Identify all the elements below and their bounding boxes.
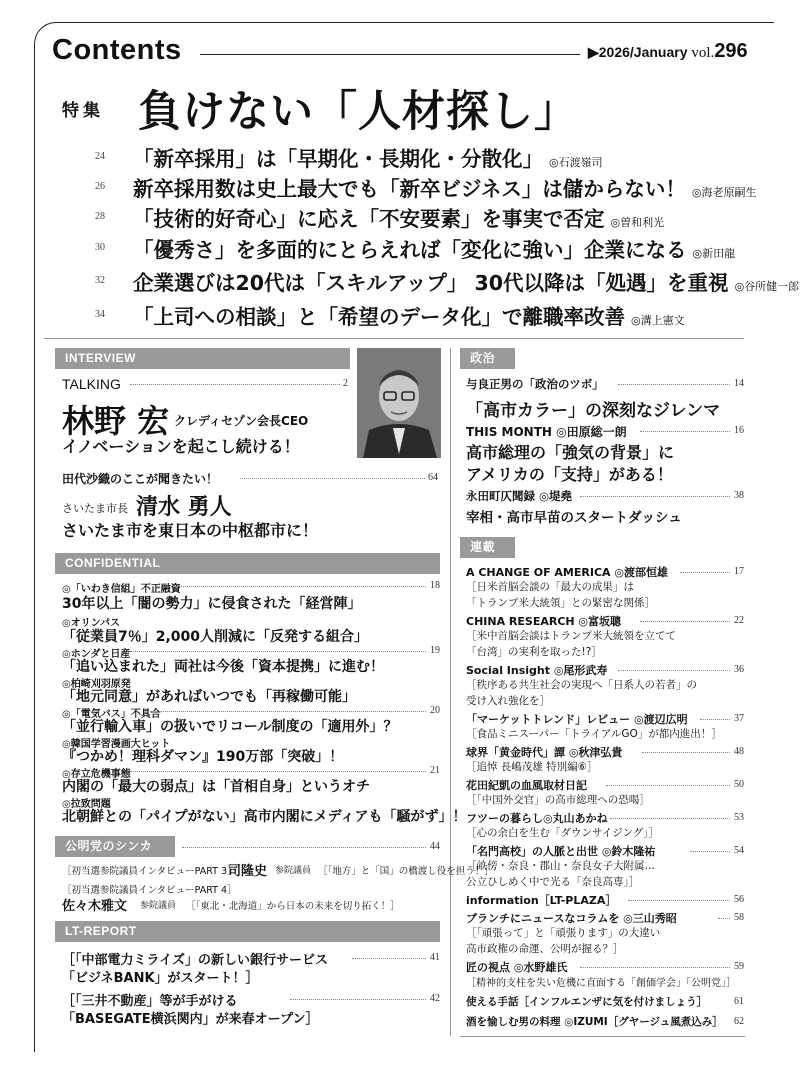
- tashiro-page: 64: [428, 472, 438, 483]
- interviewee-role: クレディセゾン会長CEO: [174, 414, 309, 428]
- komei-desc: ［「東北・北海道」から日本の未来を切り拓く！］: [186, 901, 400, 912]
- feature-item-author: ◎新田龍: [692, 247, 736, 260]
- serial-page: 36: [734, 664, 744, 675]
- issue-info: [588, 40, 748, 63]
- serial-title[interactable]: 「名門高校」の人脈と出世 ◎鈴木隆祐: [466, 845, 656, 858]
- serial-desc: ［「中国外交官」の高市総理への恐喝］: [466, 794, 650, 806]
- feature-item-title: 「優秀さ」を多面的にとらえれば「変化に強い」企業になる: [133, 238, 687, 262]
- ltreport-band: LT-REPORT: [55, 921, 440, 942]
- leader-dots: [618, 670, 730, 671]
- serial-page: 62: [734, 1016, 744, 1027]
- month-line2[interactable]: アメリカの「支持」がある！: [466, 465, 673, 484]
- leader-dots: [718, 918, 730, 919]
- komei-label: ［初当選参院議員インタビューPART 3］: [62, 866, 237, 877]
- confidential-band: CONFIDENTIAL: [55, 553, 440, 574]
- leader-dots: [700, 719, 730, 720]
- vol-label: vol.: [691, 45, 715, 61]
- leader-dots: [640, 431, 730, 432]
- leader-dots: [182, 847, 426, 848]
- serial-title[interactable]: CHINA RESEARCH ◎富坂聰: [466, 615, 622, 628]
- yora-label: 与良正男の「政治のツボ」: [466, 377, 604, 391]
- serial-page: 54: [734, 845, 744, 856]
- feature-item-page: 28: [95, 211, 105, 222]
- serial-title[interactable]: 使える手話［インフルエンザに気を付けましょう］: [466, 996, 708, 1008]
- tashiro-label[interactable]: 田代沙織のここが聞きたい！: [62, 472, 219, 486]
- conf-label: ◎拉致問題: [62, 799, 111, 810]
- feature-item-title: 「新卒採用」は「早期化・長期化・分散化」: [133, 147, 543, 171]
- serial-desc: ［畝傍・奈良・郡山・奈良女子大附属…: [466, 860, 655, 872]
- lt-line2[interactable]: 「BASEGATE横浜関内」が来春オープン］: [62, 1012, 319, 1027]
- komei-desc: ［「地方」と「国」の橋渡し役を担う！］: [318, 866, 494, 877]
- leader-dots: [352, 958, 426, 959]
- serial-title[interactable]: A CHANGE OF AMERICA ◎渡部恒雄: [466, 566, 668, 579]
- conf-page: 21: [430, 765, 440, 776]
- mayor-prefix: さいたま市長: [62, 502, 128, 515]
- komei-name[interactable]: 佐々木雅文: [62, 899, 128, 914]
- nagata-title[interactable]: 宰相・高市早苗のスタートダッシュ: [466, 510, 682, 526]
- leader-dots: [640, 621, 730, 622]
- serial-title[interactable]: Social Insight ◎尾形武寿: [466, 664, 608, 677]
- lt-line1[interactable]: ［「三井不動産」等が手がける: [62, 994, 238, 1009]
- feature-item-author: ◎海老原嗣生: [691, 186, 757, 199]
- feature-item-author: ◎曽和利光: [610, 216, 665, 229]
- komei-page: 44: [430, 841, 440, 852]
- feature-item-title: 企業選びは20代は「スキルアップ」 30代以降は「処遇」を重視: [133, 271, 729, 295]
- feature-item-author: ◎石渡嶺司: [549, 156, 603, 169]
- komei-suffix: 参院議員: [140, 901, 177, 911]
- feature-item-page: 26: [95, 181, 105, 192]
- serial-desc: ［米中首脳会談はトランプ米大統領を立てて: [466, 630, 676, 642]
- section-divider: [44, 338, 744, 339]
- serial-desc: 高市政権の命運、公明が握る？］: [466, 943, 624, 955]
- conf-label: ◎オリンパス: [62, 618, 121, 629]
- leader-dots: [618, 384, 730, 385]
- serial-band: 連載: [460, 537, 515, 558]
- nagata-label: 永田町仄聞録 ◎堤堯: [466, 489, 573, 503]
- month-page: 16: [734, 425, 744, 436]
- serial-title[interactable]: 球界「黄金時代」譚 ◎秋津弘貴: [466, 746, 623, 759]
- lt-line2[interactable]: 「ビジネBANK」がスタート！］: [62, 971, 259, 986]
- conf-page: 19: [430, 645, 440, 656]
- mayor-tagline: さいたま市を東日本の中枢都市に！: [62, 521, 319, 540]
- lt-page: 42: [430, 993, 440, 1004]
- leader-dots: [156, 586, 426, 587]
- serial-title[interactable]: 匠の視点 ◎水野雄氏: [466, 961, 568, 974]
- month-label: THIS MONTH ◎田原総一朗: [466, 425, 627, 439]
- conf-title[interactable]: 「従業員7％」2,000人削減に「反発する組合」: [62, 629, 369, 645]
- leader-dots: [130, 771, 426, 772]
- serial-desc: ［「頑張って」と「頑張ります」の大違い: [466, 927, 661, 939]
- feature-item-page: 24: [95, 151, 105, 162]
- komei-band: 公明党のシンカ: [55, 836, 175, 857]
- issue-date: ▶2026/January: [588, 44, 688, 60]
- feature-item-title: 新卒採用数は史上最大でも「新卒ビジネス」は儲からない！: [133, 177, 686, 201]
- conf-label: ◎柏崎刈羽原発: [62, 679, 131, 690]
- serial-page: 53: [734, 812, 744, 823]
- serial-desc: 受け入れ強化を］: [466, 695, 550, 707]
- conf-page: 18: [430, 580, 440, 591]
- serial-desc: ［精神的支柱を失い危機に直面する「創価学会」「公明党」］: [466, 978, 736, 989]
- contents-title: Contents: [52, 34, 182, 66]
- leader-dots: [680, 572, 730, 573]
- conf-title[interactable]: 北朝鮮との「パイプがない」高市内閣にメディアも「騒がず」！: [62, 809, 467, 825]
- feature-title: 負けない「人材探し」: [138, 87, 578, 137]
- serial-desc: ［食品ミニスーパー「トライアルGO」が都内進出！］: [466, 728, 722, 740]
- leader-dots: [580, 496, 730, 497]
- komei-label: ［初当選参院議員インタビューPART 4］: [62, 885, 237, 896]
- leader-dots: [290, 999, 426, 1000]
- lt-line1[interactable]: ［「中部電力ミライズ」の新しい銀行サービス: [62, 953, 328, 968]
- feature-item-title: 「上司への相談」と「希望のデータ化」で離職率改善: [133, 305, 625, 329]
- serial-page: 56: [734, 894, 744, 905]
- conf-title[interactable]: 30年以上「闇の勢力」に侵食された「経営陣」: [62, 596, 362, 612]
- serial-title[interactable]: 酒を愉しむ男の料理 ◎IZUMI［グヤージュ風煮込み］: [466, 1016, 723, 1028]
- leader-dots: [240, 478, 425, 479]
- serial-title[interactable]: フツーの暮らし◎丸山あかね: [466, 812, 608, 825]
- feature-label: 特集: [62, 101, 104, 121]
- conf-label: ◎ホンダと日産: [62, 649, 131, 660]
- conf-title[interactable]: 「並行輸入車」の扱いでリコール制度の「適用外」？: [62, 719, 398, 735]
- leader-dots: [628, 900, 730, 901]
- yora-title[interactable]: 「高市カラー」の深刻なジレンマ: [466, 401, 721, 421]
- serial-title[interactable]: information［LT-PLAZA］: [466, 894, 617, 907]
- column-divider: [450, 348, 451, 1036]
- komei-name[interactable]: 司隆史: [228, 864, 268, 879]
- feature-item-page: 32: [95, 275, 105, 286]
- title-rule: [200, 54, 580, 55]
- leader-dots: [642, 752, 730, 753]
- conf-label: ◎存立危機事態: [62, 769, 131, 780]
- leader-dots: [610, 818, 730, 819]
- leader-dots: [580, 967, 730, 968]
- serial-desc: 「トランプ米大統領」との緊密な関係］: [466, 597, 655, 609]
- month-line1[interactable]: 高市総理の「強気の背景」に: [466, 443, 675, 462]
- feature-item-author: ◎谷所健一郎: [734, 280, 800, 293]
- serial-page: 59: [734, 961, 744, 972]
- serial-page: 17: [734, 566, 744, 577]
- feature-item-page: 34: [95, 309, 105, 320]
- feature-item-page: 30: [95, 242, 105, 253]
- feature-item-author: ◎溝上憲文: [631, 314, 685, 327]
- feature-item-title: 「技術的好奇心」に応え「不安要素」を事実で否定: [133, 207, 605, 231]
- lt-page: 41: [430, 952, 440, 963]
- leader-dots: [150, 711, 426, 712]
- leader-dots: [606, 785, 730, 786]
- yora-page: 14: [734, 378, 744, 389]
- serial-page: 22: [734, 615, 744, 626]
- bottom-rule: [460, 1036, 745, 1037]
- leader-dots: [130, 651, 426, 652]
- interview-band: INTERVIEW: [55, 348, 350, 369]
- serial-desc: ［追悼 長嶋茂雄 特別編⑥］: [466, 761, 598, 773]
- conf-label: ◎韓国学習漫画大ヒット: [62, 739, 171, 750]
- interview-tagline: イノベーションを起こし続ける！: [62, 437, 300, 456]
- conf-title[interactable]: 「追い込まれた」両社は今後「資本提携」に進む！: [62, 659, 384, 675]
- serial-title[interactable]: 「マーケットトレンド」レビュー ◎渡辺広明: [466, 713, 688, 726]
- vol-number: 296: [714, 40, 748, 62]
- leader-dots: [130, 384, 340, 385]
- serial-page: 61: [734, 996, 744, 1007]
- talking-page: 2: [343, 378, 348, 389]
- serial-desc: 公立ひしめく中で光る「奈良高専」］: [466, 876, 640, 888]
- serial-desc: ［心の余白を生む「ダウンサイジング」］: [466, 827, 660, 839]
- serial-desc: 「台湾」の実利を取った!?］: [466, 646, 602, 658]
- serial-page: 48: [734, 746, 744, 757]
- komei-suffix: 参院議員: [275, 866, 312, 876]
- interviewee-name[interactable]: 林野 宏: [62, 402, 170, 440]
- politics-band: 政治: [460, 348, 515, 369]
- serial-title[interactable]: ブランチにニュースなコラムを ◎三山秀昭: [466, 912, 677, 925]
- serial-page: 58: [734, 912, 744, 923]
- serial-page: 50: [734, 779, 744, 790]
- serial-desc: ［日米首脳会談の「最大の成果」は: [466, 581, 634, 593]
- nagata-page: 38: [734, 490, 744, 501]
- serial-desc: ［秩序ある共生社会の実現へ「日系人の若者」の: [466, 679, 697, 691]
- conf-label: ◎「いわき信組」不正融資: [62, 584, 181, 595]
- leader-dots: [690, 851, 730, 852]
- serial-page: 37: [734, 713, 744, 724]
- conf-title[interactable]: 内閣の「最大の弱点」は「首相自身」というオチ: [62, 779, 370, 795]
- conf-page: 20: [430, 705, 440, 716]
- mayor-name[interactable]: 清水 勇人: [136, 494, 232, 520]
- interview-photo: [357, 348, 441, 458]
- conf-label: ◎「電気バス」不具合: [62, 709, 161, 720]
- talking-label: TALKING: [62, 376, 121, 392]
- conf-title[interactable]: 「地元同意」があればいつでも「再稼働可能」: [62, 689, 356, 705]
- conf-title[interactable]: 『つかめ！理科ダマン』190万部「突破」！: [62, 749, 344, 765]
- serial-title[interactable]: 花田紀凱の血風取材日記: [466, 779, 587, 792]
